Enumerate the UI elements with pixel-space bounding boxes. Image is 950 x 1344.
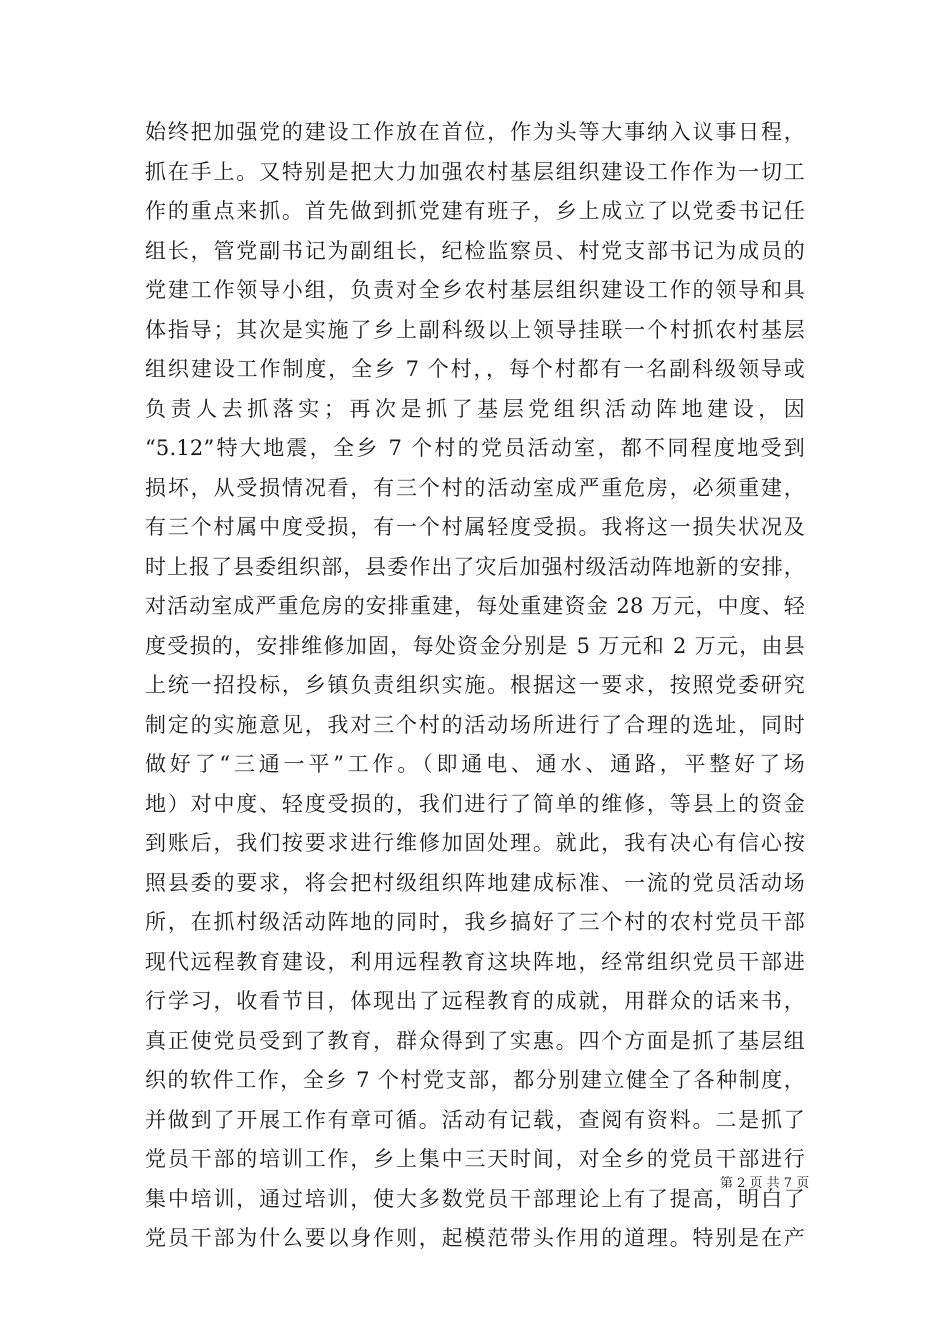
text-line: 对活动室成严重危房的安排重建，每处重建资金 28 万元，中度、轻 — [145, 594, 805, 618]
text-line: “5.12”特大地震，全乡 7 个村的党员活动室，都不同程度地受到 — [145, 436, 805, 460]
text-line: 有三个村属中度受损，有一个村属轻度受损。我将这一损失状况及 — [145, 515, 805, 539]
text-line: 集中培训，通过培训，使大多数党员干部理论上有了提高，明白了 — [145, 1186, 805, 1211]
text-line: 到账后，我们按要求进行维修加固处理。就此，我有决心有信心按 — [145, 831, 805, 855]
text-line: 度受损的，安排维修加固，每处资金分别是 5 万元和 2 万元，由县 — [145, 633, 805, 658]
page-number-footer: 第 2 页 共 7 页 — [720, 1176, 810, 1191]
text-line: 织的软件工作，全乡 7 个村党支部，都分别建立健全了各种制度， — [145, 1068, 805, 1092]
text-line: 行学习，收看节目，体现出了远程教育的成就，用群众的话来书， — [145, 989, 805, 1013]
body-text — [145, 113, 805, 1259]
text-line: 时上报了县委组织部，县委作出了灾后加强村级活动阵地新的安排， — [145, 554, 805, 579]
text-line: 并做到了开展工作有章可循。活动有记载，查阅有资料。二是抓了 — [145, 1107, 805, 1132]
text-line: 所，在抓村级活动阵地的同时，我乡搞好了三个村的农村党员干部 — [145, 910, 805, 934]
text-line: 制定的实施意见，我对三个村的活动场所进行了合理的选址，同时 — [145, 712, 805, 737]
text-line: 作的重点来抓。首先做到抓党建有班子，乡上成立了以党委书记任 — [145, 199, 805, 223]
text-line: 上统一招投标，乡镇负责组织实施。根据这一要求，按照党委研究 — [145, 673, 805, 697]
text-line: 现代远程教育建设，利用远程教育这块阵地，经常组织党员干部进 — [145, 949, 805, 974]
text-line: 真正使党员受到了教育，群众得到了实惠。四个方面是抓了基层组 — [145, 1028, 805, 1053]
text-line: 党建工作领导小组，负责对全乡农村基层组织建设工作的领导和具 — [145, 278, 805, 302]
text-line: 抓在手上。又特别是把大力加强农村基层组织建设工作作为一切工 — [145, 159, 805, 184]
text-line: 损坏，从受损情况看，有三个村的活动室成严重危房，必须重建， — [145, 475, 805, 500]
text-line: 组织建设工作制度，全乡 7 个村，，每个村都有一名副科级领导或 — [145, 357, 805, 381]
text-line: 党员干部为什么要以身作则，起模范带头作用的道理。特别是在产 — [145, 1226, 805, 1250]
text-line: 体指导；其次是实施了乡上副科级以上领导挂联一个村抓农村基层 — [145, 317, 805, 342]
text-line: 地）对中度、轻度受损的，我们进行了简单的维修，等县上的资金 — [145, 791, 805, 816]
text-line: 始终把加强党的建设工作放在首位，作为头等大事纳入议事日程， — [145, 120, 805, 144]
text-line: 照县委的要求，将会把村级组织阵地建成标准、一流的党员活动场 — [145, 870, 805, 895]
text-line: 党员干部的培训工作，乡上集中三天时间，对全乡的党员干部进行 — [145, 1147, 805, 1171]
text-line: 负责人去抓落实；再次是抓了基层党组织活动阵地建设，因 — [145, 396, 805, 421]
text-line: 做好了“三通一平”工作。（即通电、通水、通路，平整好了场 — [145, 752, 805, 776]
text-line: 组长，管党副书记为副组长，纪检监察员、村党支部书记为成员的 — [145, 238, 805, 263]
